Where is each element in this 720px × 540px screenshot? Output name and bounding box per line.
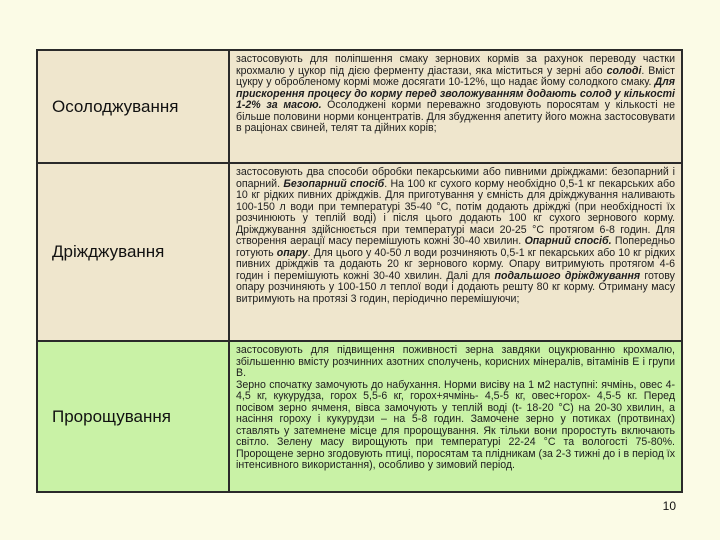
emphasis-text: Опарний спосіб.	[524, 235, 612, 247]
body-text: застосовують два способи обробки пекарськими або пивними дріжджами: безопарний і опарний.	[236, 166, 675, 190]
body-text: Осолоджені корми переважно згодовують поросятам у кількості не більше половини норми концентратів. Для збудження апетиту його можна застосовувати в раціонах свиней, телят та дійних корів;	[236, 99, 675, 134]
body-text: . На 100 кг сухого корму необхідно 0,5-1 кг пекарських або 10 кг рідких пивних дріжджів. Для приготування у ємність для дріжджування наливають 100-150 л води при температурі 35-40 °С, потім додають дріжджі (при необхідності їх розчинюють у теплій воді) і після цього додають 100 кг сухого зернового корму. Дріжджування здійснюється при температурі маси 20-25 °С протягом 6-8 годин. Для створення аерації масу перемішують кожні 30-40 хвилин.	[236, 177, 675, 247]
body-text: . Для цього у 40-50 л води розчиняють 0,5-1 кг пекарських або 10 кг рідких пивних дріжджів та додають 20 кг зернового корму. Опару витримують протягом 4-6 годин і перемішують кожні 30-40 хвилин. Далі для	[236, 246, 675, 282]
body-text: . Вміст цукру у обробленому кормі може досягати 10-12%, що надає йому солодкого смаку.	[236, 64, 675, 88]
body-text: застосовують для підвищення поживності зерна завдяки оцукрюванню крохмалю, збільшенню вмісту розчинних азотних сполучень, корисних мінералів, вітамінів Е і групи В.	[236, 344, 675, 379]
body-text: Зерно спочатку замочують до набухання. Норми висіву на 1 м2 наступні: ячмінь, овес 4-4,5 кг, кукурудза, горох 5,5-6 кг, горох+ячмінь- 4,5-5 кг, овес+горох- 4,5-5 кг. Перед посівом зерно ячменя, вівса замочують у теплій воді (t- 18-20 °С) на 20-30 хвилин, а насіння гороху і кукурудзи – на 5-8 годин. Замочене зерно у потиках (протвинах) ставлять у затемнене місце для пророщування. Як тільки вони проростуть включають світло. Зелену масу вирощують при температурі 22-24 °С та вологості 75-80%. Пророщене зерно згодовують птиці, поросятам та плідникам (за 2-3 тижні до і в період їх інтенсивного використання), особливо у зимовий період.	[236, 378, 675, 471]
term-cell: Дріжджування	[38, 164, 230, 340]
body-text: застосовують для поліпшення смаку зернових кормів за рахунок переводу частки крохмалю у цукор під дією ферменту діастази, яка міститься у зерні або	[236, 53, 675, 77]
term-cell: Пророщування	[38, 342, 230, 491]
body-text: Попередньо готують	[236, 235, 676, 259]
emphasis-text: Для прискорення процесу до корму перед зволожуванням додають солод у кількості 1-2% за масою.	[236, 76, 675, 111]
emphasis-text: Безопарний спосіб	[283, 177, 385, 190]
emphasis-text: опару	[276, 246, 308, 259]
table-row	[38, 342, 681, 491]
table-row	[38, 51, 681, 164]
term-cell: Осолоджування	[38, 51, 230, 162]
description-cell	[230, 342, 681, 491]
emphasis-text: солоді	[606, 64, 642, 77]
content-table	[36, 49, 683, 493]
page-number: 10	[662, 499, 676, 513]
table-row	[38, 164, 681, 342]
emphasis-text: подальшого дріжджування	[494, 269, 641, 282]
body-text: готову опару розчиняють у 100-150 л теплої води і додають решту 80 кг корму. Отриману масу витримують на протязі 3 годин, періодично перемішуючи;	[236, 269, 675, 305]
description-cell	[230, 51, 681, 162]
description-cell	[230, 164, 681, 340]
